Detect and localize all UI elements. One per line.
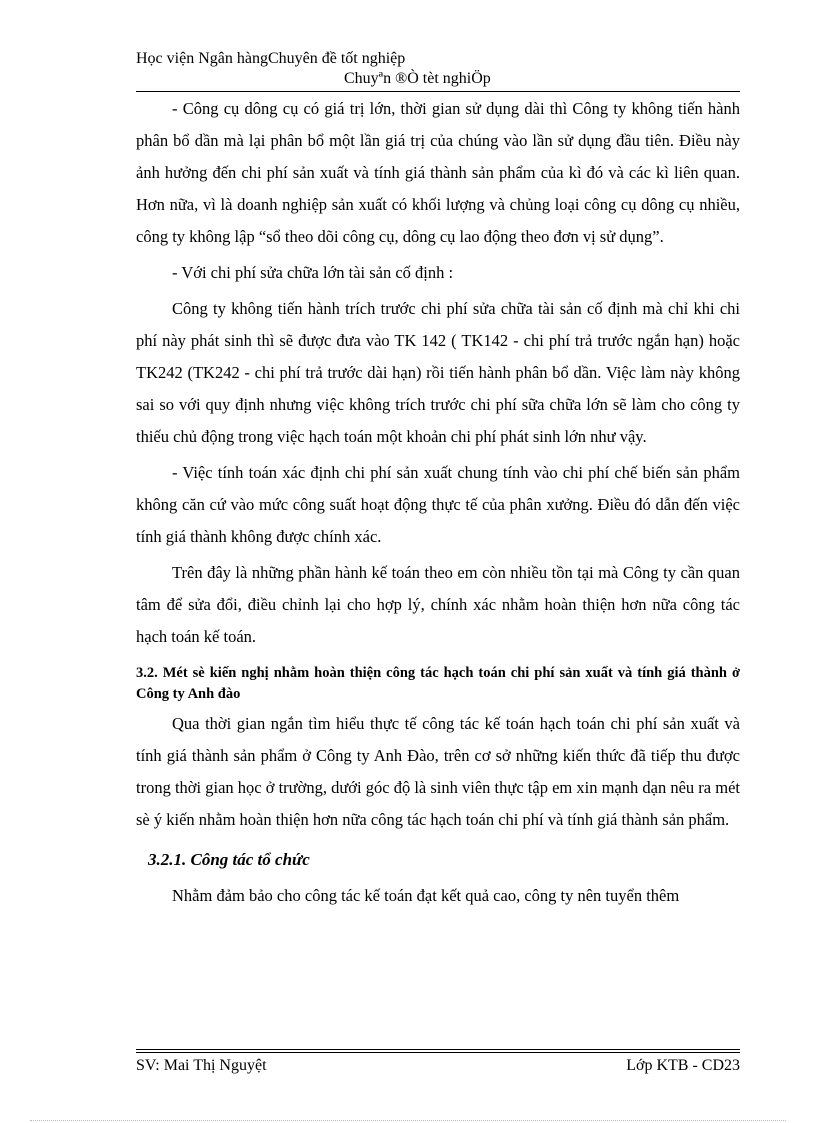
paragraph: - Với chi phí sửa chữa lớn tài sản cố định : [172, 263, 454, 282]
subsection-heading: 3.2.1. Công tác tổ chức [148, 850, 310, 869]
header-line-1: Học viện Ngân hàngChuyên đề tốt nghiệp [136, 50, 406, 67]
footer-rule-top [136, 1049, 740, 1050]
paragraph: - Công cụ dông cụ có giá trị lớn, thời gian sử dụng dài thì Công ty không tiến hành phân bổ dần mà lại phân bổ một lần giá trị của chúng vào lần sử dụng đầu tiên. Điều này ảnh hưởng đến chi phí sản xuất và tính giá thành sản phẩm của kì đó và các kì liên quan. Hơn nữa, vì là doanh nghiệp sản xuất có khối lượng và chủng loại công cụ dông cụ nhiều, công ty không lập “sổ theo dõi công cụ, dông cụ lao động theo đơn vị sử dụng”. [136, 99, 740, 246]
paragraph: - Việc tính toán xác định chi phí sản xuất chung tính vào chi phí chế biến sản phẩm không căn cứ vào mức công suất hoạt động thực tế của phân xưởng. Điều đó dẫn đến việc tính giá thành không được chính xác. [136, 463, 740, 546]
paragraph: Qua thời gian ngắn tìm hiểu thực tế công tác kế toán hạch toán chi phí sản xuất và tính giá thành sản phẩm ở Công ty Anh Đào, trên cơ sở những kiến thức đã tiếp thu được trong thời gian học ở trường, dưới góc độ là sinh viên thực tập em xin mạnh dạn nêu ra mét sè ý kiến nhằm hoàn thiện hơn nữa công tác hạch toán chi phí và tính giá thành sản phẩm. [136, 714, 740, 829]
footer-rule-bottom [136, 1052, 740, 1053]
paragraph: Công ty không tiến hành trích trước chi phí sửa chữa tài sản cố định mà chỉ khi chi phí này phát sinh thì sẽ được đưa vào TK 142 ( TK142 - chi phí trả trước ngắn hạn) hoặc TK242 (TK242 - chi phí trả trước dài hạn) rồi tiến hành phân bổ dần. Việc làm này không sai so với quy định nhưng việc không trích trước chi phí sữa chữa lớn sẽ làm cho công ty thiếu chủ động trong việc hạch toán một khoản chi phí phát sinh lớn như vậy. [136, 299, 740, 446]
footer-student: SV: Mai Thị Nguyệt [136, 1057, 267, 1074]
header-line-2: Chuyªn ®Ò tèt nghiÖp [344, 70, 491, 87]
section-heading: 3.2. Mét sè kiến nghị nhằm hoàn thiện công tác hạch toán chi phí sản xuất và tính giá thành ở Công ty Anh đào [136, 665, 740, 702]
header-rule [136, 91, 740, 92]
document-body [136, 93, 740, 912]
page-edge-dotted-line [30, 1120, 786, 1121]
footer-class: Lớp KTB - CD23 [626, 1057, 740, 1074]
paragraph: Trên đây là những phần hành kế toán theo em còn nhiều tồn tại mà Công ty cần quan tâm để sửa đổi, điều chỉnh lại cho hợp lý, chính xác nhằm hoàn thiện hơn nữa công tác hạch toán kế toán. [136, 563, 740, 646]
paragraph: Nhằm đảm bảo cho công tác kế toán đạt kết quả cao, công ty nên tuyển thêm [172, 886, 680, 905]
